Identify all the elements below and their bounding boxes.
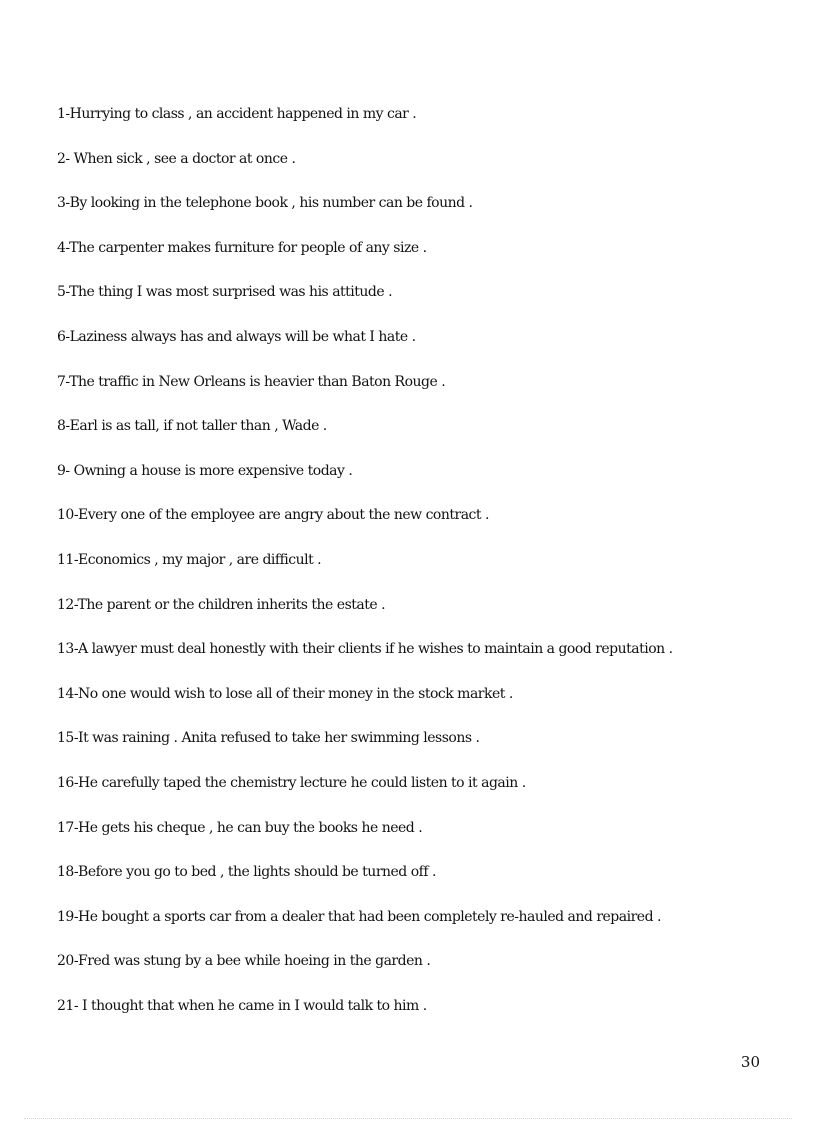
sentence-item: 21- I thought that when he came in I would talk to him . xyxy=(57,997,427,1014)
sentence-item: 20-Fred was stung by a bee while hoeing in the garden . xyxy=(57,953,431,970)
sentence-item: 5-The thing I was most surprised was his attitude . xyxy=(57,284,393,301)
sentence-item: 9- Owning a house is more expensive today . xyxy=(57,462,353,479)
sentence-item: 19-He bought a sports car from a dealer that had been completely re-hauled and repaired . xyxy=(57,908,661,925)
sentence-item: 13-A lawyer must deal honestly with their clients if he wishes to maintain a good reputation . xyxy=(57,641,673,658)
sentence-item: 1-Hurrying to class , an accident happened in my car . xyxy=(57,106,417,122)
sentence-item: 2- When sick , see a doctor at once . xyxy=(57,150,296,167)
sentence-list xyxy=(57,104,777,1040)
sentence-item: 6-Laziness always has and always will be what I hate . xyxy=(57,328,416,345)
sentence-item: 7-The traffic in New Orleans is heavier than Baton Rouge . xyxy=(57,373,446,390)
sentence-item: 11-Economics , my major , are difficult . xyxy=(57,551,322,568)
sentence-item: 3-By looking in the telephone book , his number can be found . xyxy=(57,195,473,212)
sentence-item: 10-Every one of the employee are angry about the new contract . xyxy=(57,507,489,524)
sentence-item: 16-He carefully taped the chemistry lecture he could listen to it again . xyxy=(57,774,526,791)
sentence-item: 8-Earl is as tall, if not taller than , Wade . xyxy=(57,418,327,435)
sentence-item: 17-He gets his cheque , he can buy the books he need . xyxy=(57,819,423,836)
page-bottom-divider xyxy=(24,1118,792,1119)
sentence-item: 12-The parent or the children inherits the estate . xyxy=(57,596,386,613)
sentence-item: 4-The carpenter makes furniture for people of any size . xyxy=(57,239,427,256)
sentence-item: 14-No one would wish to lose all of their money in the stock market . xyxy=(57,685,513,702)
sentence-item: 15-It was raining . Anita refused to take her swimming lessons . xyxy=(57,730,480,747)
sentence-item: 18-Before you go to bed , the lights should be turned off . xyxy=(57,864,436,881)
page-number: 30 xyxy=(740,1053,760,1071)
